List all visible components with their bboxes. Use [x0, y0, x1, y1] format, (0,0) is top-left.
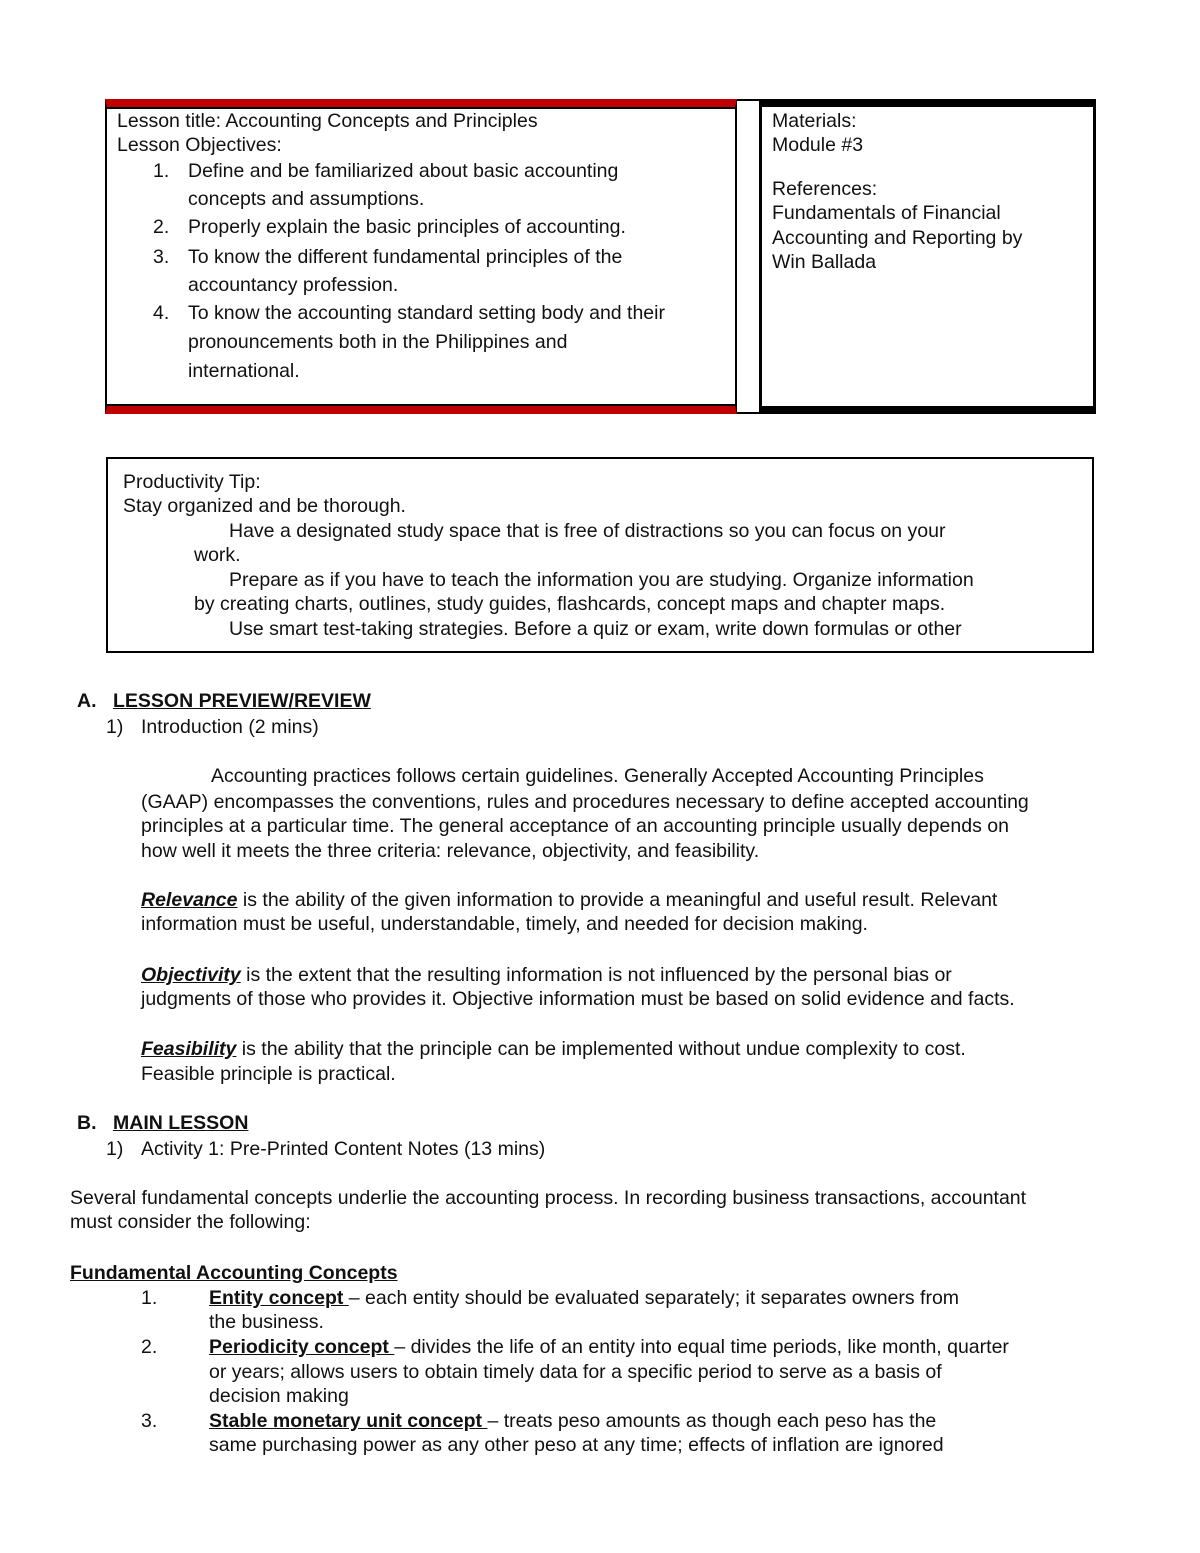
- references-label: References:: [772, 178, 878, 200]
- concept-term: Periodicity concept: [209, 1336, 395, 1358]
- objective-text: Properly explain the basic principles of accounting.: [188, 216, 626, 238]
- section-a-item-label: Introduction (2 mins): [141, 716, 319, 738]
- tip-text: Use smart test-taking strategies. Before a quiz or exam, write down formulas or other: [229, 618, 962, 640]
- concept-continuation: the business.: [209, 1311, 324, 1333]
- relevance-definition: is the ability of the given information to provide a meaningful and useful result. Relevant: [237, 889, 998, 911]
- relevance-line: [141, 888, 997, 912]
- concept-line: [209, 1335, 1009, 1359]
- objectives-label: Lesson Objectives:: [117, 134, 282, 156]
- objective-text: To know the accounting standard setting body and their: [188, 302, 665, 324]
- concept-continuation: or years; allows users to obtain timely data for a specific period to serve as a basis of: [209, 1361, 942, 1383]
- section-a-heading: LESSON PREVIEW/REVIEW: [113, 690, 371, 712]
- concept-line: [209, 1409, 936, 1433]
- main-paragraph-line: Several fundamental concepts underlie the accounting process. In recording business transactions, accountant: [70, 1187, 1027, 1209]
- relevance-term: Relevance: [141, 889, 238, 911]
- objective-text: Define and be familiarized about basic accounting: [188, 160, 619, 182]
- tip-text: Prepare as if you have to teach the information you are studying. Organize information: [229, 569, 974, 591]
- objective-text: concepts and assumptions.: [188, 188, 425, 210]
- feasibility-term: Feasibility: [141, 1038, 237, 1060]
- lesson-title: Lesson title: Accounting Concepts and Principles: [117, 110, 538, 132]
- concepts-heading: Fundamental Accounting Concepts: [70, 1262, 398, 1284]
- main-paragraph-line: must consider the following:: [70, 1211, 311, 1233]
- concept-definition: – each entity should be evaluated separately; it separates owners from: [348, 1287, 960, 1309]
- objective-number: 2.: [153, 216, 170, 238]
- section-b-item-number: 1): [106, 1138, 124, 1160]
- reference-text: Win Ballada: [772, 251, 877, 273]
- objective-number: 3.: [153, 246, 170, 268]
- objective-text: international.: [188, 360, 300, 382]
- feasibility-line: [141, 1037, 966, 1061]
- materials-label: Materials:: [772, 110, 857, 132]
- concept-definition: – divides the life of an entity into equal time periods, like month, quarter: [394, 1336, 1009, 1358]
- tip-headline: Stay organized and be thorough.: [123, 495, 406, 517]
- tip-text: by creating charts, outlines, study guides, flashcards, concept maps and chapter maps.: [194, 593, 946, 615]
- tip-text: work.: [194, 544, 241, 566]
- intro-paragraph-line: principles at a particular time. The general acceptance of an accounting principle usually depends on: [141, 815, 1009, 837]
- concept-number: 3.: [141, 1410, 158, 1432]
- section-a-letter: A.: [77, 690, 97, 712]
- reference-text: Fundamentals of Financial: [772, 202, 1001, 224]
- concept-line: [209, 1286, 959, 1310]
- concept-term: Entity concept: [209, 1287, 349, 1309]
- intro-paragraph-line: (GAAP) encompasses the conventions, rules and procedures necessary to define accepted accounting: [141, 791, 1029, 813]
- feasibility-line-2: Feasible principle is practical.: [141, 1063, 396, 1085]
- section-b-item-label: Activity 1: Pre-Printed Content Notes (13 mins): [141, 1138, 546, 1160]
- section-b-heading: MAIN LESSON: [113, 1112, 249, 1134]
- concept-number: 2.: [141, 1336, 158, 1358]
- objectivity-definition: is the extent that the resulting information is not influenced by the personal bias or: [240, 964, 952, 986]
- materials-value: Module #3: [772, 134, 864, 156]
- intro-paragraph-line: Accounting practices follows certain guidelines. Generally Accepted Accounting Principles: [211, 765, 984, 787]
- concept-term: Stable monetary unit concept: [209, 1410, 488, 1432]
- objective-text: pronouncements both in the Philippines and: [188, 331, 568, 353]
- feasibility-definition: is the ability that the principle can be implemented without undue complexity to cost.: [236, 1038, 966, 1060]
- objectivity-line-2: judgments of those who provides it. Objective information must be based on solid evidence and facts.: [141, 988, 1015, 1010]
- section-b-letter: B.: [77, 1112, 97, 1134]
- concept-continuation: decision making: [209, 1385, 349, 1407]
- tip-label: Productivity Tip:: [123, 471, 261, 493]
- objectivity-term: Objectivity: [141, 964, 241, 986]
- objective-text: accountancy profession.: [188, 274, 399, 296]
- relevance-line-2: information must be useful, understandable, timely, and needed for decision making.: [141, 913, 868, 935]
- tip-text: Have a designated study space that is free of distractions so you can focus on your: [229, 520, 946, 542]
- objective-number: 1.: [153, 160, 170, 182]
- reference-text: Accounting and Reporting by: [772, 227, 1023, 249]
- objectivity-line: [141, 963, 952, 987]
- concept-continuation: same purchasing power as any other peso at any time; effects of inflation are ignored: [209, 1434, 944, 1456]
- concept-definition: – treats peso amounts as though each peso has the: [487, 1410, 937, 1432]
- concept-number: 1.: [141, 1287, 158, 1309]
- table-spacer-column: [737, 99, 760, 414]
- productivity-tip-box: [106, 457, 1094, 653]
- section-a-item-number: 1): [106, 716, 124, 738]
- intro-paragraph-line: how well it meets the three criteria: relevance, objectivity, and feasibility.: [141, 840, 760, 862]
- objective-number: 4.: [153, 302, 170, 324]
- objective-text: To know the different fundamental principles of the: [188, 246, 623, 268]
